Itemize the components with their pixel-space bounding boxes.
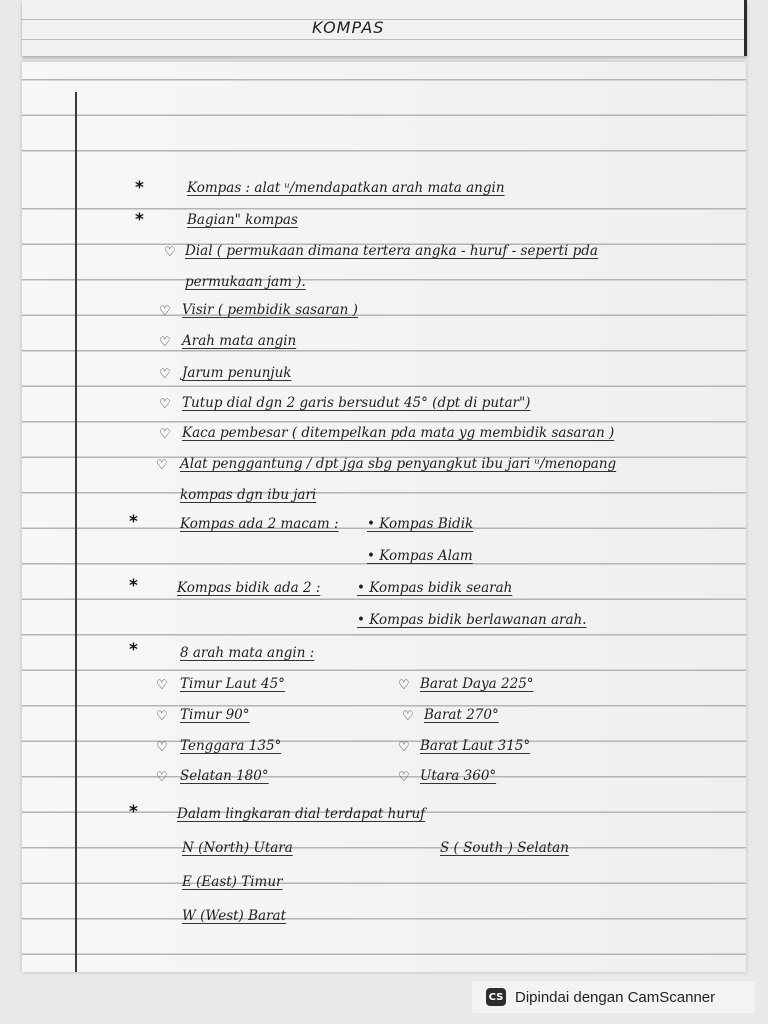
note-visir: Visir ( pembidik sasaran ) [182, 302, 358, 318]
heart-bullet-icon: ♡ [156, 770, 168, 785]
note-bidik-heading: Kompas bidik ada 2 : [177, 580, 321, 596]
star-bullet-icon: * [135, 210, 144, 230]
direction-barat: Barat 270° [424, 707, 499, 723]
letter-west: W (West) Barat [182, 908, 287, 924]
note-parts-heading: Bagian" kompas [187, 212, 298, 228]
note-bidik-berlawanan: • Kompas bidik berlawanan arah. [357, 612, 587, 628]
direction-tenggara: Tenggara 135° [180, 738, 282, 754]
heart-bullet-icon: ♡ [398, 740, 410, 755]
letter-east: E (East) Timur [182, 874, 283, 890]
letter-north: N (North) Utara [182, 840, 293, 856]
direction-timur: Timur 90° [180, 707, 250, 723]
heart-bullet-icon: ♡ [159, 397, 171, 412]
direction-utara: Utara 360° [420, 768, 497, 784]
note-jarum: Jarum penunjuk [182, 365, 292, 381]
letter-south: S ( South ) Selatan [440, 840, 569, 856]
note-bidik-searah: • Kompas bidik searah [357, 580, 513, 596]
camscanner-watermark [472, 981, 755, 1013]
heart-bullet-icon: ♡ [156, 678, 168, 693]
note-type-bidik: • Kompas Bidik [367, 516, 474, 532]
heart-bullet-icon: ♡ [156, 740, 168, 755]
star-bullet-icon: * [129, 576, 138, 596]
direction-barat-laut: Barat Laut 315° [420, 738, 531, 754]
note-definition: Kompas : alat ᵘ/mendapatkan arah mata angin [187, 180, 505, 196]
main-notebook-page [22, 62, 746, 972]
note-dial-letters-heading: Dalam lingkaran dial terdapat huruf [177, 806, 426, 822]
star-bullet-icon: * [129, 802, 138, 822]
heart-bullet-icon: ♡ [159, 427, 171, 442]
note-directions-heading: 8 arah mata angin : [180, 645, 315, 661]
direction-barat-daya: Barat Daya 225° [420, 676, 534, 692]
star-bullet-icon: * [129, 512, 138, 532]
heart-bullet-icon: ♡ [398, 678, 410, 693]
star-bullet-icon: * [135, 178, 144, 198]
heart-bullet-icon: ♡ [402, 709, 414, 724]
direction-selatan: Selatan 180° [180, 768, 269, 784]
note-types-heading: Kompas ada 2 macam : [180, 516, 339, 532]
note-alat-cont: kompas dgn ibu jari [180, 487, 317, 503]
star-bullet-icon: * [129, 640, 138, 660]
heart-bullet-icon: ♡ [156, 458, 168, 473]
direction-timur-laut: Timur Laut 45° [180, 676, 285, 692]
top-notebook-page [22, 0, 747, 56]
note-dial: Dial ( permukaan dimana tertera angka - huruf - seperti pda [185, 243, 598, 259]
note-arah: Arah mata angin [182, 333, 297, 349]
heart-bullet-icon: ♡ [164, 245, 176, 260]
heart-bullet-icon: ♡ [159, 304, 171, 319]
heart-bullet-icon: ♡ [159, 367, 171, 382]
margin-line [75, 92, 77, 972]
watermark-text: Dipindai dengan CamScanner [515, 988, 716, 1006]
note-kaca: Kaca pembesar ( ditempelkan pda mata yg membidik sasaran ) [182, 425, 615, 441]
heart-bullet-icon: ♡ [159, 335, 171, 350]
note-dial-cont: permukaan jam ). [185, 274, 306, 290]
heart-bullet-icon: ♡ [398, 770, 410, 785]
note-alat: Alat penggantung / dpt jga sbg penyangkut ibu jari ᵘ/menopang [180, 456, 617, 472]
page-title: KOMPAS [312, 18, 385, 37]
note-type-alam: • Kompas Alam [367, 548, 473, 564]
heart-bullet-icon: ♡ [156, 709, 168, 724]
camscanner-logo-icon: CS [486, 988, 506, 1006]
note-tutup: Tutup dial dgn 2 garis bersudut 45° (dpt di putar") [182, 395, 531, 411]
